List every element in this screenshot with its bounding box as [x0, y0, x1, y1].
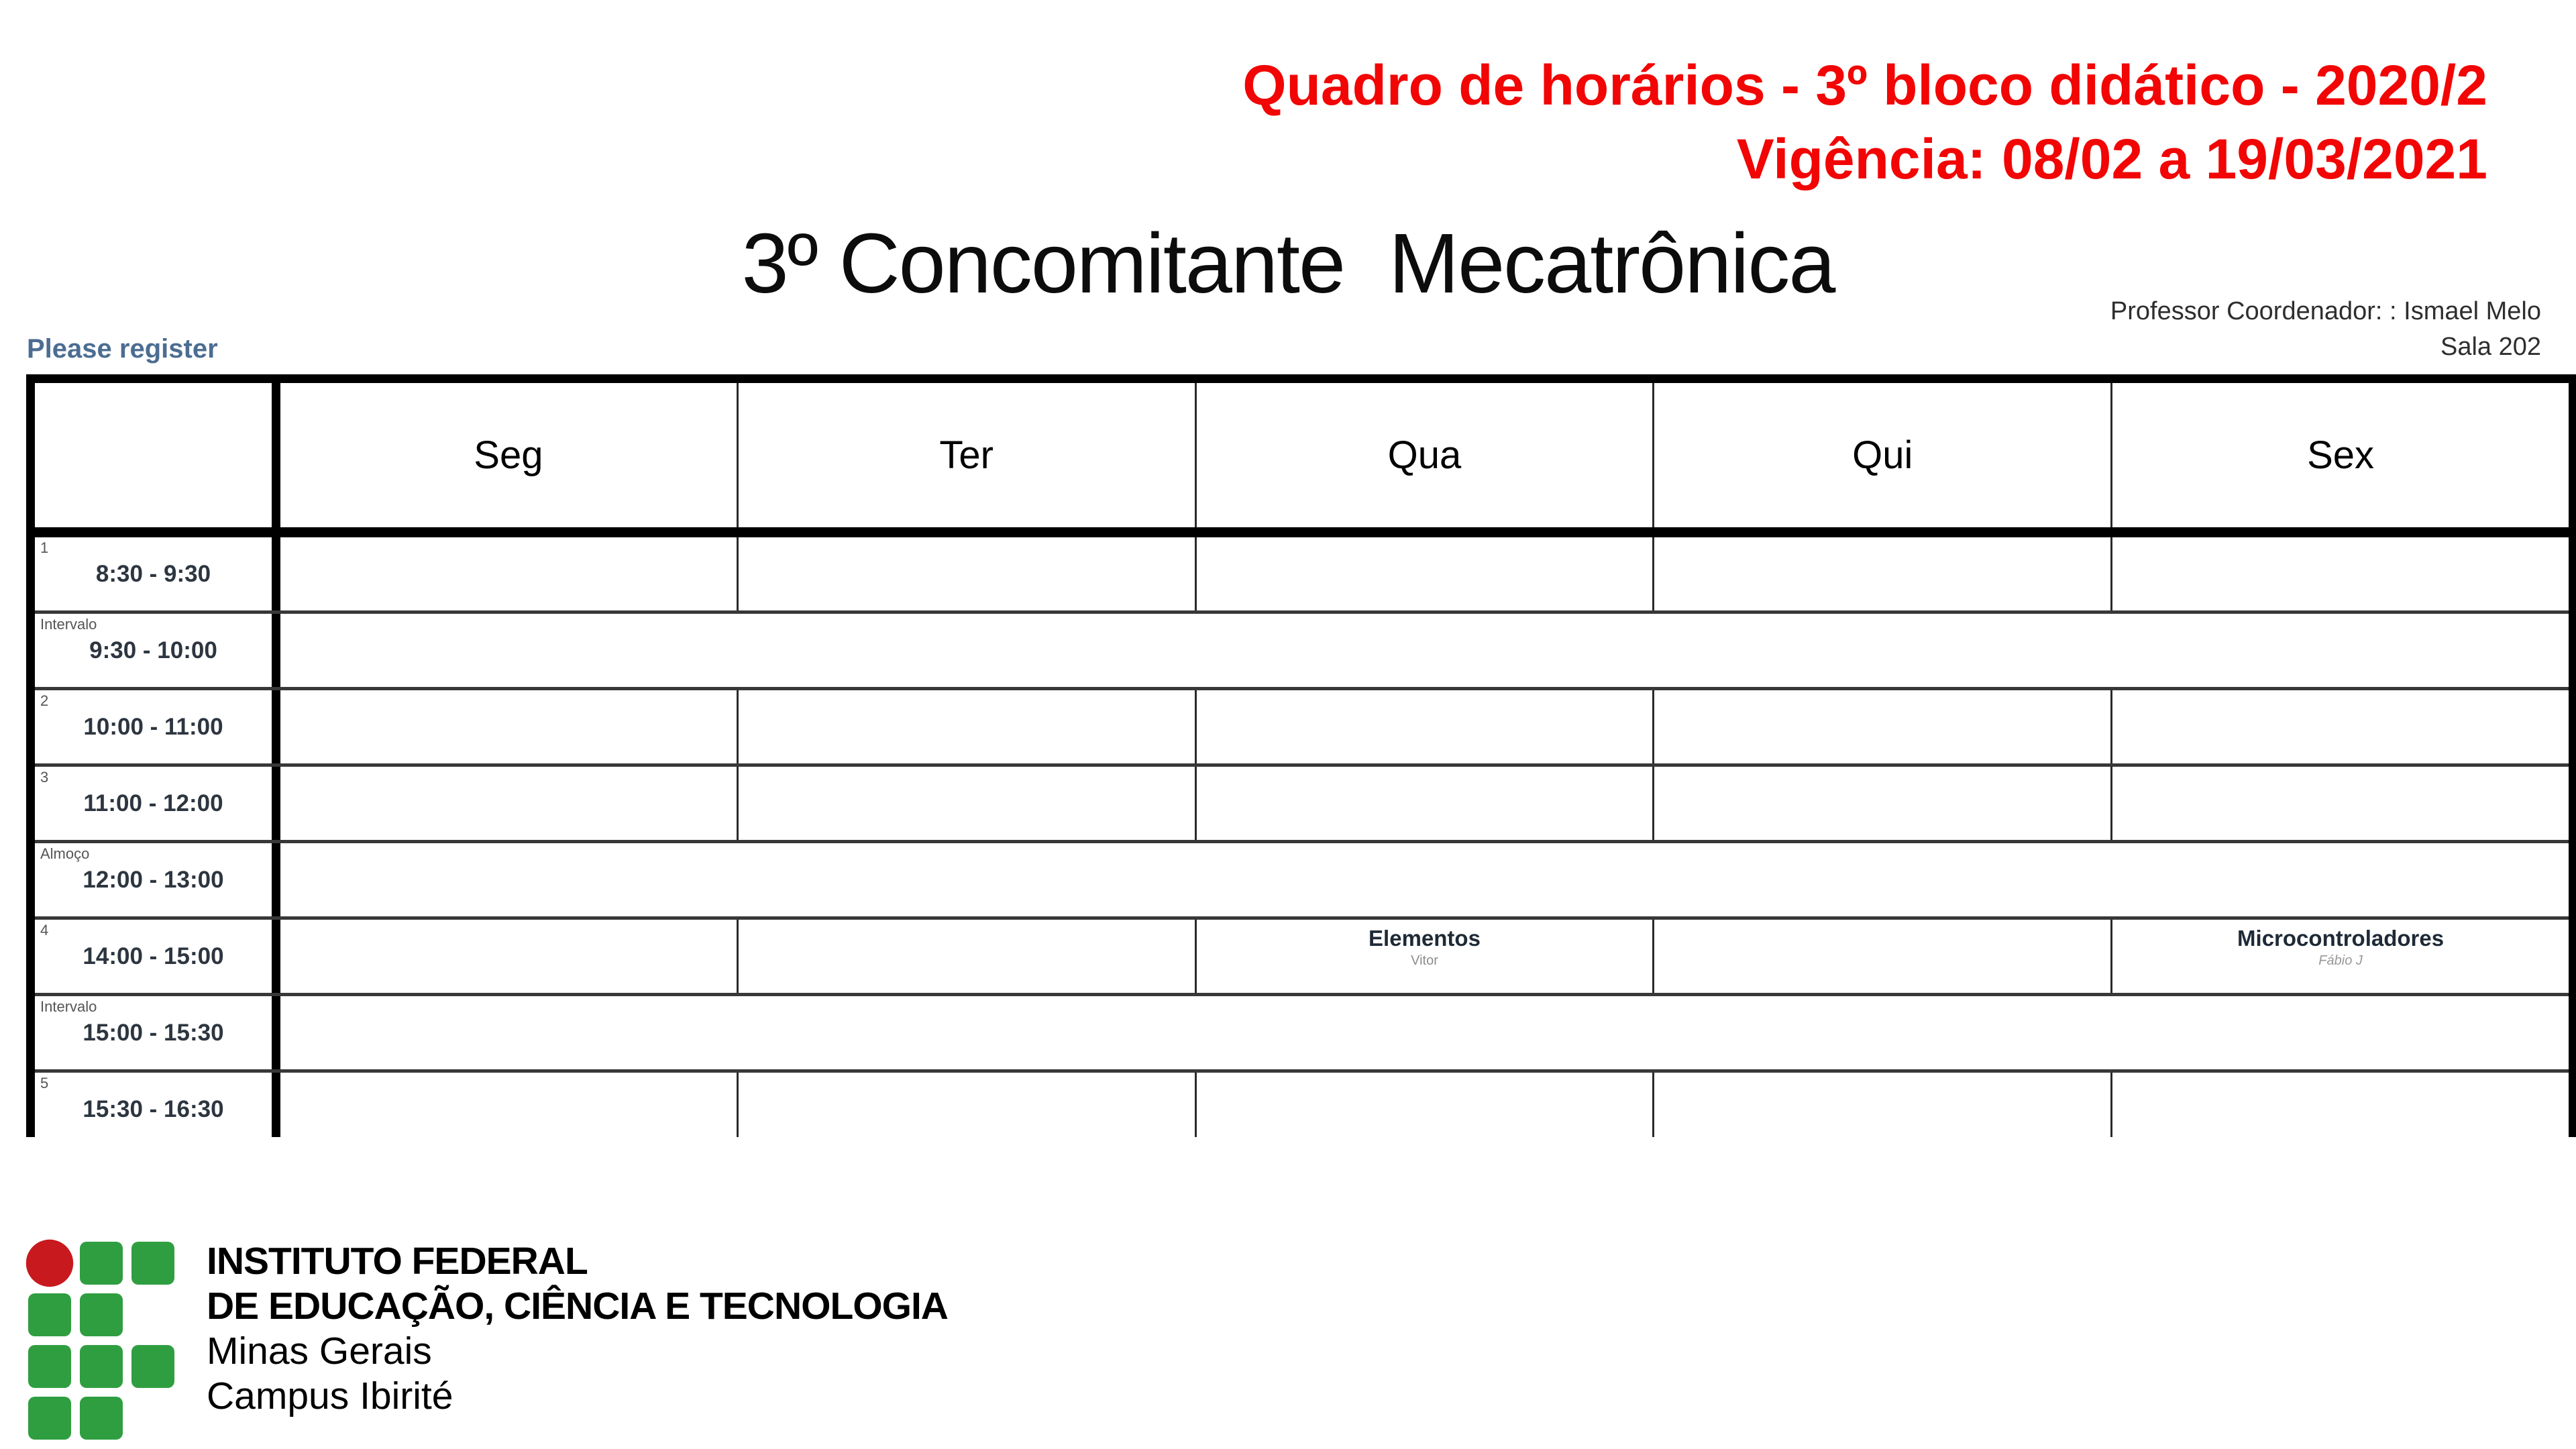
- schedule-cell: [1654, 1073, 2112, 1137]
- slot-time: 9:30 - 10:00: [89, 637, 217, 663]
- subject-label: Elementos: [1368, 926, 1481, 951]
- time-slot-cell: [35, 843, 280, 916]
- slot-tag: 3: [40, 769, 49, 786]
- day-header-qua: Qua: [1197, 383, 1655, 527]
- institution-line3: Minas Gerais: [207, 1330, 432, 1373]
- logo-red-circle: [26, 1240, 73, 1287]
- table-header-row: [35, 383, 2569, 537]
- schedule-row: [35, 1073, 2569, 1137]
- logo-green-square: [80, 1242, 123, 1285]
- day-header-qui: Qui: [1654, 383, 2112, 527]
- logo-green-square: [131, 1242, 174, 1285]
- break-span-cell: [280, 614, 2569, 687]
- logo-green-square: [80, 1345, 123, 1388]
- schedule-row: [35, 920, 2569, 996]
- schedule-row: [35, 767, 2569, 843]
- schedule-cell: [739, 767, 1197, 840]
- break-span-cell: [280, 996, 2569, 1069]
- schedule-cell: [1197, 767, 1655, 840]
- schedule-cell: [1654, 690, 2112, 763]
- corner-cell: [35, 383, 280, 527]
- schedule-cell: [280, 537, 739, 610]
- schedule-cell: [280, 767, 739, 840]
- schedule-row: [35, 690, 2569, 767]
- header-line1: Quadro de horários - 3º bloco didático - 2020/2: [1242, 54, 2487, 117]
- schedule-cell: [280, 920, 739, 993]
- institution-name: [207, 1239, 948, 1440]
- subject-label: Microcontroladores: [2237, 926, 2445, 951]
- schedule-row: [35, 537, 2569, 614]
- institution-line2: DE EDUCAÇÃO, CIÊNCIA E TECNOLOGIA: [207, 1285, 948, 1328]
- schedule-cell: [280, 690, 739, 763]
- day-header-seg: Seg: [280, 383, 739, 527]
- schedule-cell: [2112, 767, 2569, 840]
- schedule-cell: [1197, 1073, 1655, 1137]
- logo-green-square: [80, 1293, 123, 1336]
- slot-time: 11:00 - 12:00: [83, 790, 223, 816]
- watermark-text: Please register: [27, 334, 218, 364]
- logo-empty-cell: [131, 1397, 174, 1440]
- institution-line1: INSTITUTO FEDERAL: [207, 1240, 588, 1283]
- logo-empty-cell: [131, 1293, 174, 1336]
- slot-time: 12:00 - 13:00: [83, 866, 224, 893]
- teacher-label: Vitor: [1411, 953, 1438, 968]
- document-header: [1242, 48, 2487, 196]
- schedule-cell: [1654, 767, 2112, 840]
- schedule-row: [35, 996, 2569, 1073]
- logo-green-square: [131, 1345, 174, 1388]
- coordinator-info: [2110, 294, 2541, 365]
- schedule-cell: [739, 920, 1197, 993]
- schedule-cell: [2112, 537, 2569, 610]
- break-span-cell: [280, 843, 2569, 916]
- institution-line4: Campus Ibirité: [207, 1375, 453, 1417]
- table-body: [35, 537, 2569, 1137]
- day-header-ter: Ter: [739, 383, 1197, 527]
- schedule-cell: [739, 537, 1197, 610]
- logo-green-square: [28, 1345, 71, 1388]
- time-slot-cell: [35, 767, 280, 840]
- schedule-cell: [2112, 1073, 2569, 1137]
- time-slot-cell: [35, 1073, 280, 1137]
- slot-tag: 5: [40, 1075, 49, 1091]
- coordinator-label: Professor Coordenador: : Ismael Melo: [2110, 297, 2541, 325]
- schedule-cell: [1197, 920, 1655, 993]
- logo-green-square: [28, 1397, 71, 1440]
- schedule-cell: [739, 690, 1197, 763]
- schedule-cell: [1654, 537, 2112, 610]
- slot-tag: 2: [40, 692, 49, 709]
- day-header-sex: Sex: [2307, 433, 2375, 477]
- schedule-cell: [1197, 690, 1655, 763]
- schedule-cell: [739, 1073, 1197, 1137]
- time-slot-cell: [35, 537, 280, 610]
- slot-tag: Almoço: [40, 845, 90, 862]
- schedule-cell: [280, 1073, 739, 1137]
- slot-time: 14:00 - 15:00: [83, 943, 224, 969]
- schedule-cell: [2112, 690, 2569, 763]
- slot-tag: Intervalo: [40, 998, 97, 1015]
- slot-time: 15:30 - 16:30: [83, 1095, 224, 1122]
- slot-time: 15:00 - 15:30: [83, 1019, 224, 1046]
- schedule-cell: [2112, 920, 2569, 993]
- page-title: 3º Concomitante Mecatrônica: [741, 216, 1835, 311]
- schedule-cell: [1197, 537, 1655, 610]
- slot-tag: Intervalo: [40, 616, 97, 633]
- room-label: Sala 202: [2440, 333, 2541, 361]
- slot-tag: 4: [40, 922, 49, 938]
- schedule-cell: [1654, 920, 2112, 993]
- time-slot-cell: [35, 920, 280, 993]
- header-line2: Vigência: 08/02 a 19/03/2021: [1736, 127, 2487, 191]
- time-slot-cell: [35, 614, 280, 687]
- slot-time: 8:30 - 9:30: [95, 560, 211, 587]
- time-slot-cell: [35, 690, 280, 763]
- schedule-table: [26, 374, 2576, 1137]
- institution-logo-block: [28, 1238, 948, 1440]
- logo-green-square: [28, 1293, 71, 1336]
- ifmg-logo: [28, 1242, 174, 1440]
- slot-tag: 1: [40, 539, 49, 556]
- schedule-row: [35, 614, 2569, 690]
- logo-green-square: [80, 1397, 123, 1440]
- teacher-label: Fábio J: [2318, 953, 2363, 968]
- schedule-row: [35, 843, 2569, 920]
- slot-time: 10:00 - 11:00: [83, 713, 223, 740]
- time-slot-cell: [35, 996, 280, 1069]
